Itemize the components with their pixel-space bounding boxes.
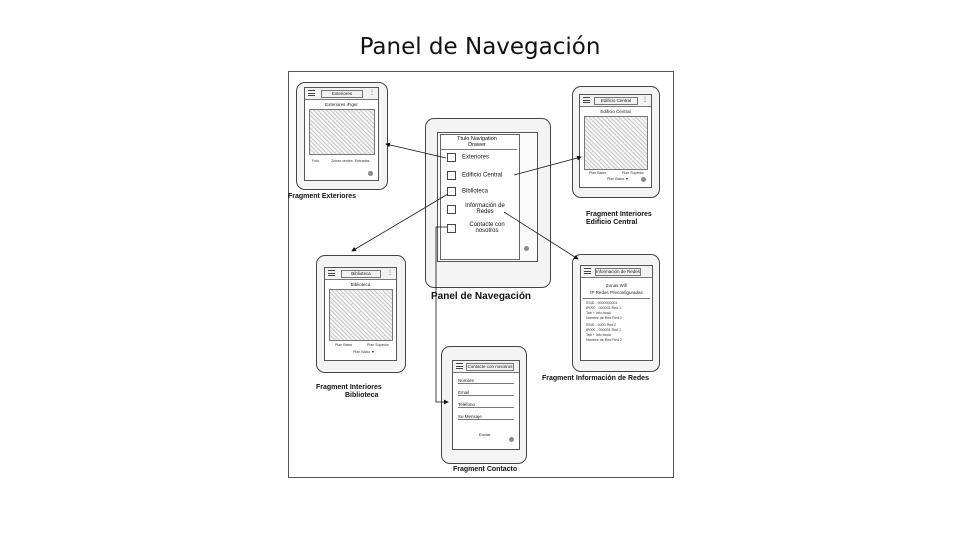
caption-edificio-line2: Edificio Central <box>586 219 638 226</box>
app-bar-title: Biblioteca <box>341 270 381 278</box>
tab-foto[interactable]: Foto <box>312 159 320 163</box>
arrow-to-contacto <box>436 227 448 402</box>
floor-select[interactable]: Plan Baixo ▼ <box>353 350 375 354</box>
phone-field[interactable]: Teléfono <box>458 402 514 408</box>
subtitle: Biblioteca <box>350 282 371 287</box>
caption-edificio-line1: Fragment Interiores <box>586 211 652 218</box>
network2-line: SSID - 0000 Red 2 <box>586 323 617 327</box>
floor-select[interactable]: Plan Baixo ▼ <box>607 177 629 181</box>
floor-label-left[interactable]: Plan Baixo <box>335 343 353 347</box>
app-bar-title: Información de Redes <box>596 269 641 274</box>
drawer-item-label: Edificio Central <box>462 172 503 179</box>
drawer-title: Ttulo Navigation Drawer <box>457 136 497 148</box>
app-bar-title: Contacte con nosotros <box>467 364 513 369</box>
subtitle: Edificio Central <box>600 109 631 114</box>
network1-line: Tab + info block <box>586 311 612 315</box>
wifi-zones-label: Zonas Wifi <box>605 283 628 288</box>
arrow-to-edificio <box>514 157 581 175</box>
subtitle: Exteriores iFiger <box>325 102 358 107</box>
app-bar-title: Edificio Central <box>594 97 638 105</box>
network1-line: IP000 - 000001 Red 1 <box>586 306 622 310</box>
network2-line: IP000 - 000001 Red 2 <box>586 328 622 332</box>
caption-panel-navegacion: Panel de Navegación <box>431 291 532 302</box>
drawer-item-label: Exteriores <box>462 154 490 161</box>
overflow-menu-icon[interactable]: ⋮ <box>642 97 648 103</box>
arrow-to-biblioteca <box>352 194 448 251</box>
tab-entradas[interactable]: Entradas <box>355 159 370 163</box>
tab-zonas-verdes[interactable]: Zonas verdes <box>331 159 353 163</box>
overflow-menu-icon[interactable]: ⋮ <box>387 270 393 276</box>
drawer-item-label: Biblioteca <box>462 188 489 195</box>
arrow-to-exteriores <box>386 144 446 158</box>
slide-title: Panel de Navegación <box>359 34 601 60</box>
floor-label-right[interactable]: Plan Superior <box>367 343 389 347</box>
arrow-to-redes <box>504 212 578 259</box>
drawer-item-label: Contacte con nosotros <box>469 222 505 234</box>
network1-line: Nombre de Red Red 1 <box>586 316 622 320</box>
caption-biblioteca-line1: Fragment Interiores <box>316 384 382 391</box>
caption-contacto: Fragment Contacto <box>453 466 518 473</box>
submit-button[interactable]: Enviar <box>479 432 491 437</box>
network2-line: Nombre de Red Red 2 <box>586 338 622 342</box>
floor-label-left[interactable]: Plan Baixo <box>589 171 607 175</box>
network2-line: Tab + info block <box>586 333 612 337</box>
app-bar-title: Exteriores <box>321 90 363 98</box>
networks-label: IP Redes Preconfiguradas <box>590 290 643 295</box>
caption-exteriores: Fragment Exteriores <box>288 193 357 200</box>
caption-redes: Fragment Información de Redes <box>542 375 649 382</box>
message-field[interactable]: Su Mensaje <box>458 414 514 420</box>
caption-biblioteca-line2: Biblioteca <box>345 392 379 399</box>
drawer-item-label: Información de Redes <box>465 203 505 215</box>
overflow-menu-icon[interactable]: ⋮ <box>369 90 375 96</box>
floor-label-right[interactable]: Plan Superior <box>622 171 644 175</box>
network1-line: SSID - 0000000001 <box>586 301 618 305</box>
name-field[interactable]: Nombre <box>458 378 514 384</box>
email-field[interactable]: Email <box>458 390 514 396</box>
